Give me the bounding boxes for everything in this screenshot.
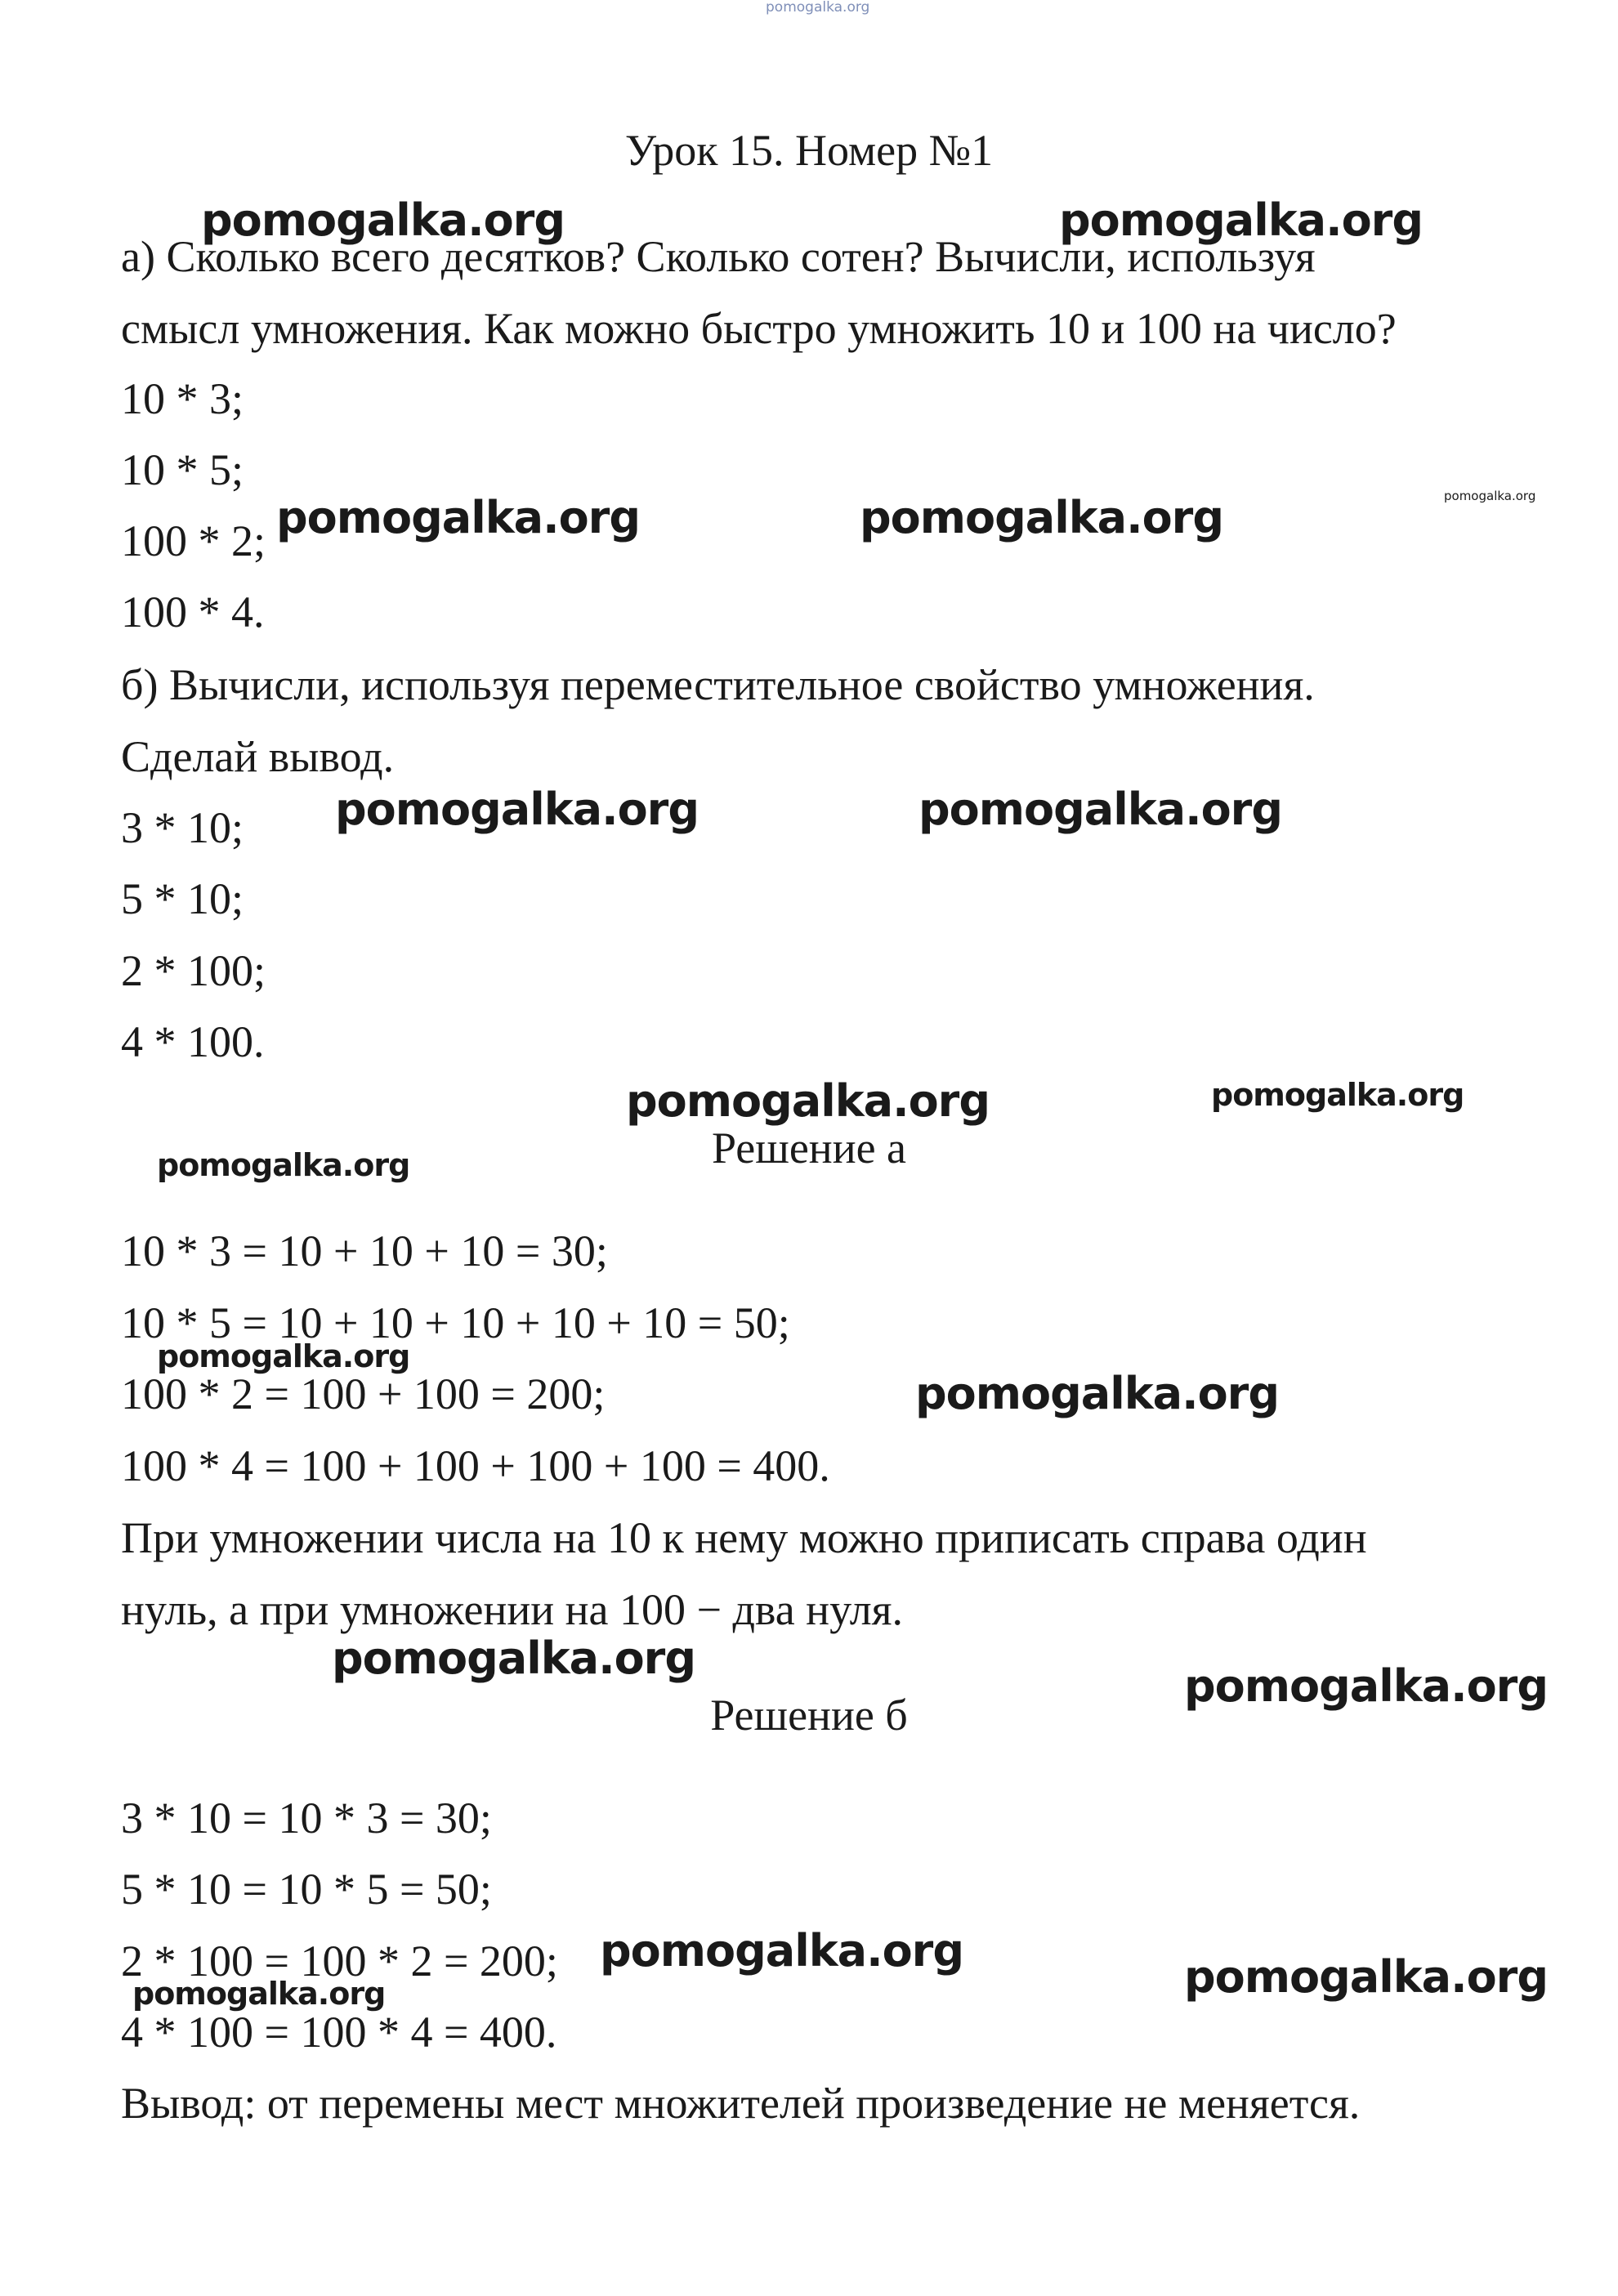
solution-b-line-2: 5 * 10 = 10 * 5 = 50; (121, 1865, 492, 1914)
watermark: pomogalka.org (626, 1075, 990, 1127)
solution-b-line-4: 4 * 100 = 100 * 4 = 400. (121, 2008, 557, 2057)
task-b-line-2: Сделай вывод. (121, 732, 395, 781)
watermark: pomogalka.org (1211, 1077, 1464, 1113)
watermark: pomogalka.org (132, 1976, 386, 2012)
watermark: pomogalka.org (915, 1368, 1279, 1419)
watermark: pomogalka.org (201, 194, 565, 246)
watermark: pomogalka.org (157, 1338, 410, 1374)
task-b-expr-1: 3 * 10; (121, 803, 244, 852)
solution-a-line-1: 10 * 3 = 10 + 10 + 10 = 30; (121, 1226, 608, 1275)
watermark: pomogalka.org (276, 492, 640, 543)
watermark: pomogalka.org (332, 1633, 695, 1684)
solution-a-heading: Решение а (711, 1123, 907, 1173)
task-b-expr-4: 4 * 100. (121, 1017, 265, 1066)
task-b-line-1: б) Вычисли, используя переместительное свойство умножения. (121, 660, 1315, 709)
solution-a-line-3: 100 * 2 = 100 + 100 = 200; (121, 1369, 606, 1418)
watermark: pomogalka.org (335, 784, 699, 835)
task-a-expr-1: 10 * 3; (121, 374, 244, 423)
watermark: pomogalka.org (860, 492, 1223, 543)
task-a-expr-3: 100 * 2; (121, 516, 266, 565)
task-a-expr-4: 100 * 4. (121, 587, 265, 637)
watermark-top: pomogalka.org (766, 0, 870, 16)
watermark: pomogalka.org (157, 1147, 410, 1183)
watermark: pomogalka.org (1184, 1951, 1548, 2003)
watermark: pomogalka.org (1059, 194, 1423, 246)
task-b-expr-3: 2 * 100; (121, 946, 266, 995)
solution-b-heading: Решение б (710, 1691, 908, 1740)
task-b-expr-2: 5 * 10; (121, 874, 244, 923)
watermark-small: pomogalka.org (1444, 489, 1536, 503)
watermark: pomogalka.org (1184, 1660, 1548, 1712)
solution-a-line-6: нуль, а при умножении на 100 − два нуля. (121, 1585, 903, 1634)
task-a-expr-2: 10 * 5; (121, 445, 244, 494)
solution-a-line-5: При умножении числа на 10 к нему можно приписать справа один (121, 1513, 1367, 1562)
solution-b-line-1: 3 * 10 = 10 * 3 = 30; (121, 1793, 492, 1843)
watermark: pomogalka.org (919, 784, 1282, 835)
solution-b-conclusion: Вывод: от перемены мест множителей произведение не меняется. (121, 2079, 1361, 2128)
task-a-line-1: а) Сколько всего десятков? Сколько сотен? Вычисли, используя (121, 232, 1316, 281)
solution-b-line-3: 2 * 100 = 100 * 2 = 200; (121, 1936, 558, 1986)
task-a-line-2: смысл умножения. Как можно быстро умножить 10 и 100 на число? (121, 304, 1397, 353)
page-title: Урок 15. Номер №1 (624, 126, 994, 175)
solution-a-line-4: 100 * 4 = 100 + 100 + 100 + 100 = 400. (121, 1441, 830, 1490)
solution-a-line-2: 10 * 5 = 10 + 10 + 10 + 10 + 10 = 50; (121, 1298, 790, 1347)
watermark: pomogalka.org (600, 1925, 963, 1977)
